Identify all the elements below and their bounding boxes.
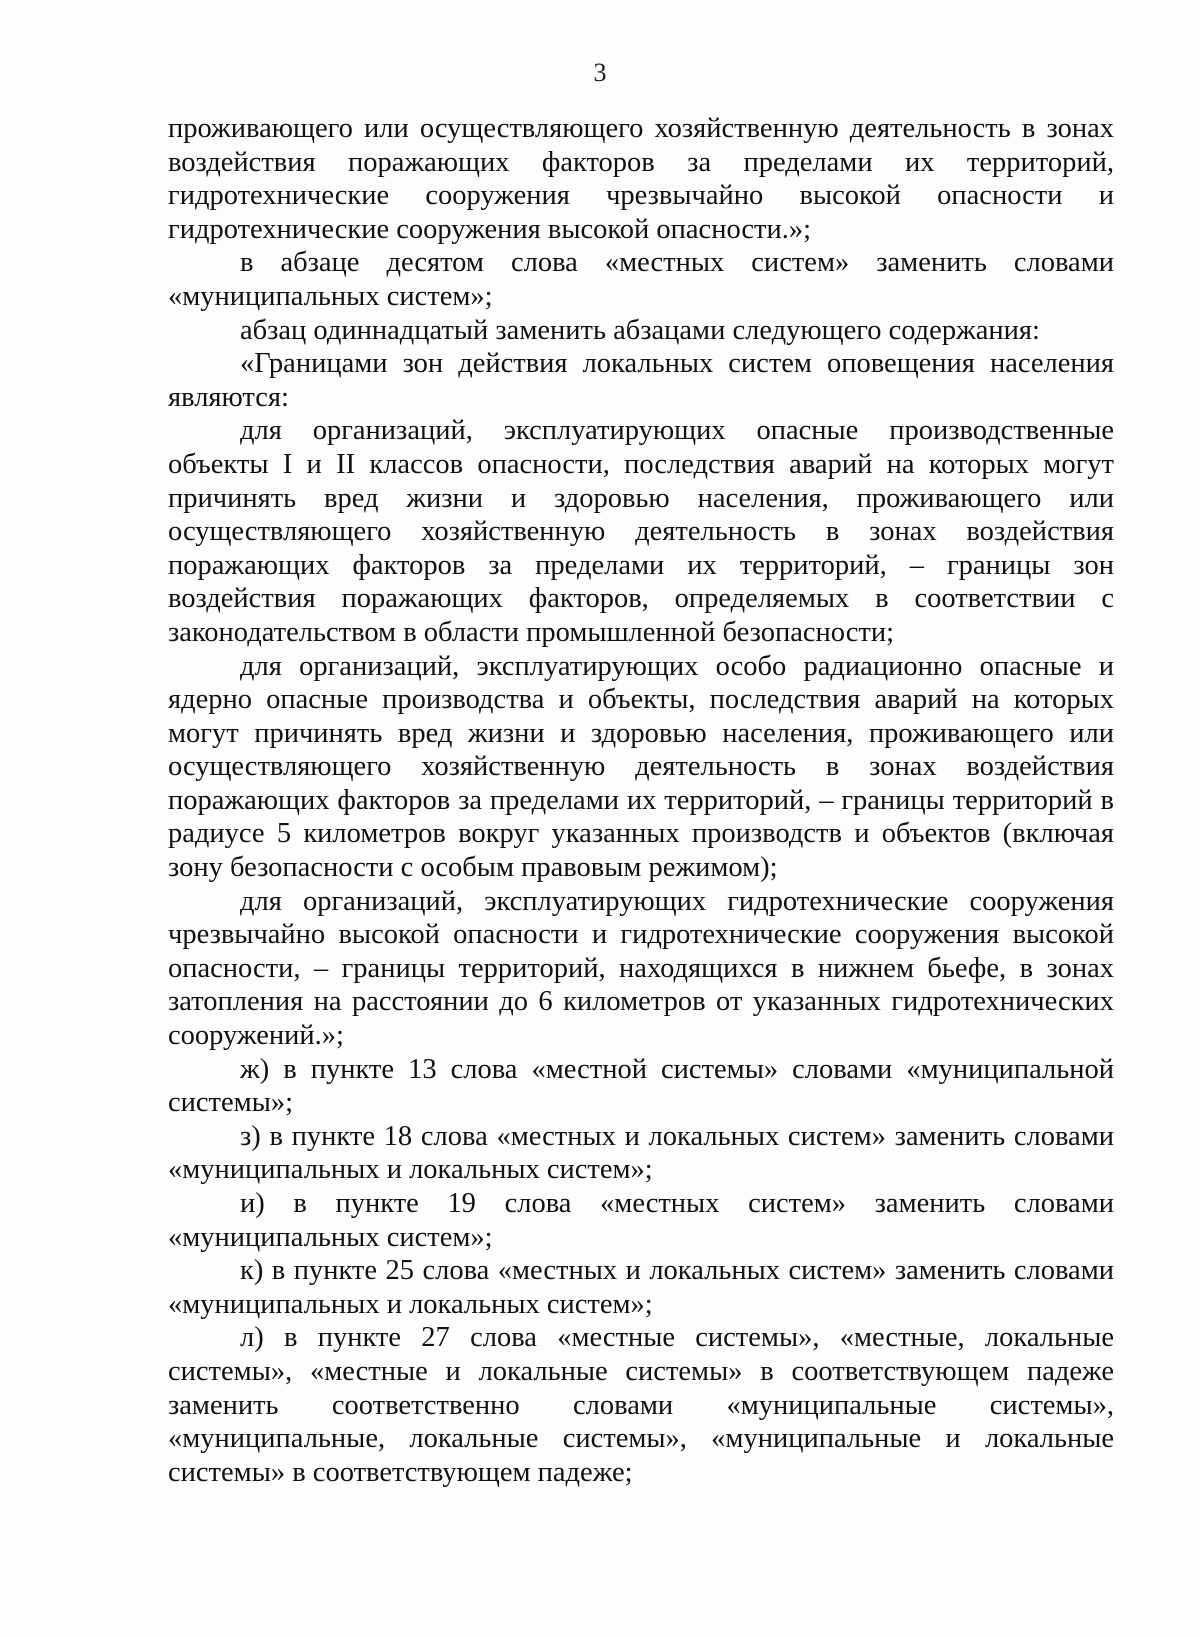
paragraph-continuation: проживающего или осуществляющего хозяйственную деятельность в зонах воздействия поражающих факторов за пределами их территорий, гидротехнические сооружения чрезвычайно высокой опасности и гидротехнические сооружения высокой опасности.»; (168, 113, 1114, 245)
paragraph: к) в пункте 25 слова «местных и локальных систем» заменить словами «муниципальных и локальных систем»; (168, 1255, 1114, 1320)
document-body (168, 112, 1114, 1489)
paragraph: л) в пункте 27 слова «местные системы», «местные, локальные системы», «местные и локальные системы» в соответствующем падеже заменить соответственно словами «муниципальные системы», «муниципальные, локальные системы», «муниципальные и локальные системы» в соответствующем падеже; (168, 1322, 1114, 1488)
paragraph: в абзаце десятом слова «местных систем» заменить словами «муниципальных систем»; (168, 247, 1114, 312)
paragraph: з) в пункте 18 слова «местных и локальных систем» заменить словами «муниципальных и локальных систем»; (168, 1120, 1114, 1186)
page-number: 3 (593, 58, 607, 87)
paragraph: для организаций, эксплуатирующих гидротехнические сооружения чрезвычайно высокой опасности и гидротехнические сооружения высокой опасности, – границы территорий, находящихся в нижнем бьефе, в зонах затопления на расстоянии до 6 километров от указанных гидротехнических сооружений.»; (168, 885, 1114, 1052)
paragraph: и) в пункте 19 слова «местных систем» заменить словами «муниципальных систем»; (168, 1188, 1114, 1253)
paragraph: абзац одиннадцатый заменить абзацами следующего содержания: (240, 314, 1040, 346)
paragraph: для организаций, эксплуатирующих опасные производственные объекты I и II классов опасности, последствия аварий на которых могут причинять вред жизни и здоровью населения, проживающего или осуществляющего хозяйственную деятельность в зонах воздействия поражающих факторов за пределами их территорий, – границы зон воздействия поражающих факторов, определяемых в соответствии с законодательством в области промышленной безопасности; (168, 415, 1114, 648)
paragraph: ж) в пункте 13 слова «местной системы» словами «муниципальной системы»; (168, 1053, 1114, 1119)
paragraph: «Границами зон действия локальных систем оповещения населения являются: (168, 348, 1114, 413)
paragraph: для организаций, эксплуатирующих особо радиационно опасные и ядерно опасные производства и объекты, последствия аварий на которых могут причинять вред жизни и здоровью населения, проживающего или осуществляющего хозяйственную деятельность в зонах воздействия поражающих факторов за пределами их территорий, – границы территорий в радиусе 5 километров вокруг указанных производств и объектов (включая зону безопасности с особым правовым режимом); (168, 650, 1114, 884)
